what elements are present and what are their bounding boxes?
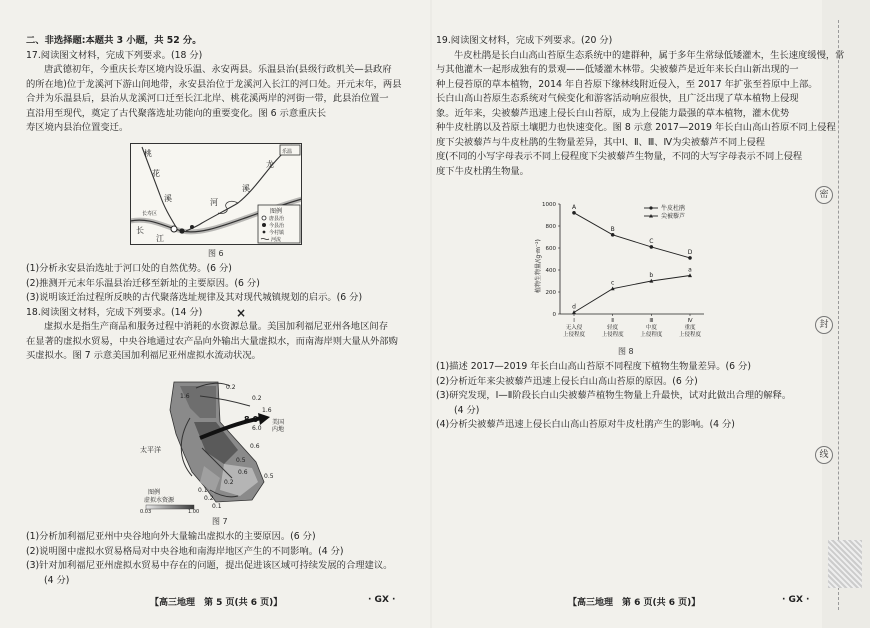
flow-value: 0.2 xyxy=(224,479,234,486)
y-tick-label: 200 xyxy=(545,290,556,296)
y-axis-label: 植物生物量/(g·m⁻²) xyxy=(535,239,542,293)
figure-7-caption: 图 7 xyxy=(212,517,228,526)
flow-value: 0.1 xyxy=(212,503,222,510)
map-label: 江 xyxy=(156,234,164,243)
y-tick-label: 1000 xyxy=(542,202,556,208)
q17-passage-line: 的所在地)位于龙溪河下游山间地带，永安县治位于龙溪河入长江的河口处。开元末年，两县 xyxy=(26,78,402,90)
legend-item: 唐县治 xyxy=(269,216,285,222)
x-tick-label: 上侵程度 xyxy=(640,332,663,338)
legend-max: 1.00 xyxy=(188,509,200,513)
flow-value: 6.0 xyxy=(252,425,262,432)
q18-passage-line: 买虚拟水。图 7 示意美国加利福尼亚州虚拟水流动状况。 xyxy=(26,350,261,361)
legend-title: 图例 xyxy=(148,489,161,496)
map-label: 长寿区 xyxy=(142,211,158,217)
flow-value: 0.2 xyxy=(252,395,262,402)
y-tick-label: 0 xyxy=(552,312,556,318)
figure-7-map xyxy=(140,378,310,513)
q19-passage-line: 牛皮杜鹃是长白山高山苔原生态系统中的建群种，属于多年生常绿低矮灌木，生长速度缓慢，常 xyxy=(454,49,845,61)
q18-passage-line: 虚拟水是指生产商品和服务过程中消耗的水资源总量。美国加利福尼亚州各地区间存 xyxy=(44,321,388,332)
map-label: 乐温 xyxy=(282,149,293,155)
right-column xyxy=(436,34,845,179)
legend-item: 今县治 xyxy=(269,223,285,229)
qr-placeholder xyxy=(828,540,862,588)
q19-passage-line: 长白山高山苔原生态系统对气候变化和游客活动响应很快，且广泛出现了草本植物上侵现 xyxy=(436,93,799,104)
cross-mark: × xyxy=(236,306,247,320)
map-label: 桃 xyxy=(144,149,152,158)
flow-value: 0.1 xyxy=(198,487,208,494)
legend-label: 尖被藜芦 xyxy=(661,213,686,220)
q18-header: 18.阅读图文材料，完成下列要求。(14 分) xyxy=(26,306,203,318)
left-footer-code: · GX · xyxy=(368,595,396,605)
margin-char-mi: 密 xyxy=(815,186,833,204)
q18-passage-line: 在显著的虚拟水贸易，中央谷地通过农产品向外输出大量虚拟水，而南海岸则大量从外部购 xyxy=(26,335,398,347)
x-tick-label: 上侵程度 xyxy=(678,332,702,338)
inland-label-line: 美国 xyxy=(272,419,285,426)
flow-value: 0.2 xyxy=(226,384,236,391)
q18-question: (1)分析加利福尼亚州中央谷地向外大量输出虚拟水的主要原因。(6 分) xyxy=(26,531,316,542)
legend-label: 牛皮杜鹃 xyxy=(661,205,686,212)
flow-value: 0.6 xyxy=(238,469,248,476)
q19-passage-line: 度下尖被藜芦与牛皮杜鹃的生物量差异，其中Ⅰ、Ⅱ、Ⅲ、Ⅳ为尖被藜芦不同上侵程 xyxy=(436,136,766,148)
left-column xyxy=(26,34,416,136)
legend-subtitle: 虚拟水资源 xyxy=(144,497,175,504)
flow-value: 0.5 xyxy=(236,457,246,464)
q18-question: (4 分) xyxy=(44,574,70,586)
x-tick-label: 无入侵 xyxy=(565,325,583,331)
q19-question: (3)研究发现，Ⅰ—Ⅱ阶段长白山尖被藜芦植物生物量上升最快，试对此做出合理的解释。 xyxy=(436,390,792,401)
map-label: 长 xyxy=(136,226,144,235)
data-point xyxy=(688,273,692,277)
data-label: d xyxy=(572,303,576,311)
flow-value: 1.6 xyxy=(180,393,190,400)
x-tick-numeral: Ⅰ xyxy=(573,318,575,324)
q19-passage-line: 种上侵苔原的草本植物，2014 年自苔原下缘林线附近侵入，至 2017 年扩张至苔原中上部。 xyxy=(436,78,818,90)
data-point xyxy=(611,233,615,237)
q19-passage-line: 象。近年来，尖被藜芦迅速上侵长白山苔原，成为上侵能力最强的草本植物，灌木优势 xyxy=(436,107,790,119)
x-tick-label: 重度 xyxy=(684,325,696,331)
q19-passage-line: 种牛皮杜鹃以及苔原土壤肥力也快速变化。图 8 示意 2017—2019 年长白山高山苔原不同上侵程 xyxy=(436,122,836,133)
q19-question: (1)描述 2017—2019 年长白山高山苔原不同程度下植物生物量差异。(6 分) xyxy=(436,361,751,372)
right-footer-code: · GX · xyxy=(782,595,810,605)
ocean-label: 太平洋 xyxy=(140,446,161,454)
figure-6-map xyxy=(130,143,302,245)
x-tick-label: 上侵程度 xyxy=(601,332,624,338)
q17-question: (1)分析永安县治选址于河口处的自然优势。(6 分) xyxy=(26,263,232,274)
y-tick-label: 400 xyxy=(545,268,556,274)
map-label: 河 xyxy=(210,198,218,207)
figure-6-svg xyxy=(130,143,302,245)
figure-8-svg xyxy=(534,196,734,344)
figure-8-caption: 图 8 xyxy=(618,347,634,356)
legend-item: 今村镇 xyxy=(269,230,285,236)
q17-header: 17.阅读图文材料，完成下列要求。(18 分) xyxy=(26,49,203,61)
q19-passage-line: 与其他灌木一起形成独有的景观——低矮灌木林带。尖被藜芦是近年来长白山新出现的一 xyxy=(436,64,799,75)
x-tick-numeral: Ⅱ xyxy=(611,318,615,324)
binding-dashed-line xyxy=(838,20,839,610)
map-label: 花 xyxy=(152,169,160,178)
figure-7-svg xyxy=(140,378,310,513)
q17-passage-line: 直沿用至现代，奠定了古代聚落选址功能向的重要变化。图 6 示意重庆长 xyxy=(26,107,327,119)
margin-char-feng: 封 xyxy=(815,316,833,334)
q18-question: (3)针对加利福尼亚州虚拟水贸易中存在的问题，提出促进该区域可持续发展的合理建议。 xyxy=(26,560,393,571)
q19-passage-line: 度下牛皮杜鹃生物量。 xyxy=(436,165,529,177)
flow-value: 1.6 xyxy=(262,407,272,414)
right-footer: 【高三地理 第 6 页(共 6 页)】 xyxy=(568,598,701,608)
flow-value: 0.2 xyxy=(204,495,214,502)
data-label: B xyxy=(610,225,615,233)
data-label: D xyxy=(687,248,693,256)
y-tick-label: 800 xyxy=(545,224,556,230)
q17-passage-line: 合并为乐温县后，县治从龙溪河口迁至长江北岸、桃花溪两岸的河街一带，此县治位置一 xyxy=(26,93,389,104)
x-tick-label: 中度 xyxy=(645,325,657,331)
map-label: 溪 xyxy=(164,194,172,203)
q18-question: (2)说明图中虚拟水贸易格局对中央谷地和南海岸地区产生的不同影响。(4 分) xyxy=(26,545,344,557)
q18-questions xyxy=(26,530,418,588)
map-label: 溪 xyxy=(242,184,250,193)
data-point xyxy=(688,256,692,260)
figure-6-caption: 图 6 xyxy=(208,249,224,258)
y-tick-label: 600 xyxy=(545,246,556,252)
flow-value: 0.6 xyxy=(250,443,260,450)
figure-8-chart xyxy=(534,196,734,344)
series-line xyxy=(574,276,690,313)
x-tick-label: 上侵程度 xyxy=(562,332,586,338)
q19-question: (4 分) xyxy=(454,404,480,416)
map-label: 龙 xyxy=(266,160,274,169)
data-label: C xyxy=(649,237,654,245)
inland-label xyxy=(272,418,286,433)
data-label: b xyxy=(649,272,654,279)
flow-value: 8.0 xyxy=(244,415,259,424)
legend-marker xyxy=(649,206,652,209)
q17-question: (2)推测开元末年乐温县治迁移至新址的主要原因。(6 分) xyxy=(26,277,260,289)
q19-questions xyxy=(436,360,816,433)
q19-passage-line: 度(不同的小写字母表示不同上侵程度下尖被藜芦生物量，不同的大写字母表示不同上侵程 xyxy=(436,151,803,162)
x-tick-numeral: Ⅳ xyxy=(687,318,693,324)
q19-header: 19.阅读图文材料，完成下列要求。(20 分) xyxy=(436,35,613,46)
q17-questions xyxy=(26,262,416,364)
data-label: c xyxy=(611,279,615,287)
legend-item: 河流 xyxy=(271,237,282,243)
inland-label-line: 内地 xyxy=(272,426,285,433)
q17-passage-line: 唐武德初年，今重庆长寿区境内设乐温、永安两县。乐温县治(县级行政机关—县政府 xyxy=(44,64,392,75)
data-point xyxy=(650,245,654,249)
q19-question: (2)分析近年来尖被藜芦迅速上侵长白山高山苔原的原因。(6 分) xyxy=(436,375,698,387)
legend-title: 图例 xyxy=(270,208,283,215)
data-point xyxy=(572,310,576,314)
legend-min: 0.03 xyxy=(140,509,152,513)
q19-question: (4)分析尖被藜芦迅速上侵长白山高山苔原对牛皮杜鹃产生的影响。(4 分) xyxy=(436,419,735,430)
section-title: 二、非选择题:本题共 3 小题，共 52 分。 xyxy=(26,35,202,46)
data-label: a xyxy=(688,266,692,274)
left-footer: 【高三地理 第 5 页(共 6 页)】 xyxy=(150,598,283,608)
q17-question: (3)说明该迁治过程所反映的古代聚落选址规律及其对现代城镇规划的启示。(6 分) xyxy=(26,292,363,303)
binding-margin xyxy=(822,0,870,628)
x-tick-numeral: Ⅲ xyxy=(649,318,654,324)
data-point xyxy=(572,211,576,215)
x-tick-label: 轻度 xyxy=(607,325,619,331)
q17-passage-line: 寿区境内县治位置变迁。 xyxy=(26,122,129,133)
margin-char-xian: 线 xyxy=(815,446,833,464)
data-label: A xyxy=(571,203,577,211)
flow-value: 0.5 xyxy=(264,473,274,480)
